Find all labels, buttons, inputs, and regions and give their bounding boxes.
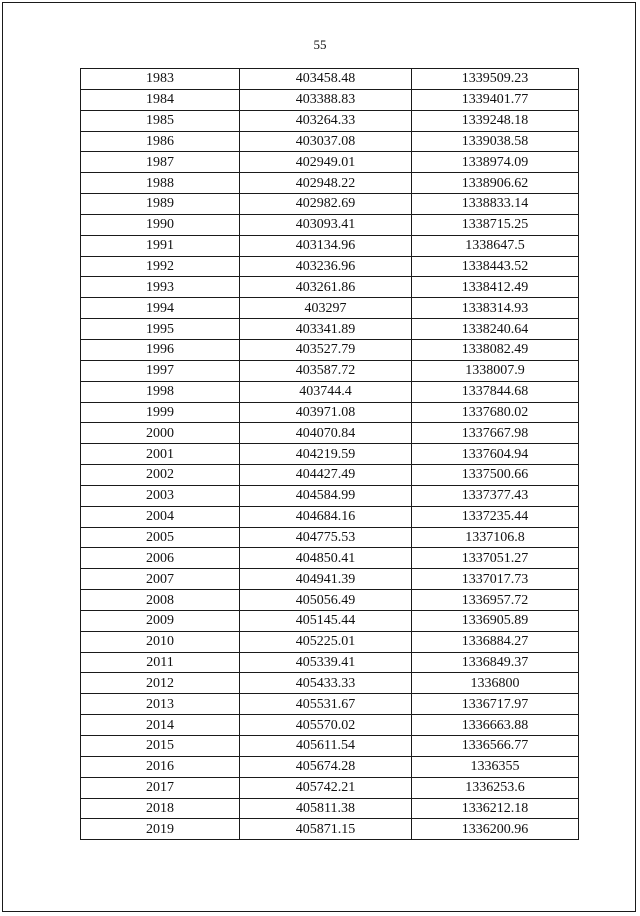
value-a-cell: 405570.02	[240, 715, 412, 736]
data-table	[80, 68, 579, 840]
table-row	[81, 360, 579, 381]
value-a-cell: 402949.01	[240, 152, 412, 173]
value-a-cell: 405871.15	[240, 819, 412, 840]
year-cell: 2001	[81, 444, 240, 465]
value-b-cell: 1339509.23	[412, 69, 579, 90]
table-row	[81, 381, 579, 402]
value-b-cell: 1336200.96	[412, 819, 579, 840]
value-a-cell: 403527.79	[240, 339, 412, 360]
year-cell: 2010	[81, 631, 240, 652]
year-cell: 2009	[81, 610, 240, 631]
value-a-cell: 405811.38	[240, 798, 412, 819]
table-row	[81, 110, 579, 131]
value-b-cell: 1336849.37	[412, 652, 579, 673]
value-a-cell: 404427.49	[240, 465, 412, 486]
value-a-cell: 403587.72	[240, 360, 412, 381]
value-b-cell: 1337017.73	[412, 569, 579, 590]
value-b-cell: 1336800	[412, 673, 579, 694]
value-a-cell: 405056.49	[240, 590, 412, 611]
value-a-cell: 402948.22	[240, 173, 412, 194]
value-a-cell: 404219.59	[240, 444, 412, 465]
table-row	[81, 131, 579, 152]
value-a-cell: 403458.48	[240, 69, 412, 90]
table-body	[81, 69, 579, 840]
value-b-cell: 1338833.14	[412, 194, 579, 215]
table-row	[81, 756, 579, 777]
value-a-cell: 404941.39	[240, 569, 412, 590]
table-row	[81, 298, 579, 319]
value-b-cell: 1339401.77	[412, 89, 579, 110]
value-b-cell: 1336253.6	[412, 777, 579, 798]
year-cell: 2004	[81, 506, 240, 527]
value-b-cell: 1337500.66	[412, 465, 579, 486]
value-a-cell: 403261.86	[240, 277, 412, 298]
value-b-cell: 1336566.77	[412, 736, 579, 757]
year-cell: 1989	[81, 194, 240, 215]
table-row	[81, 256, 579, 277]
year-cell: 2005	[81, 527, 240, 548]
value-b-cell: 1339248.18	[412, 110, 579, 131]
value-b-cell: 1337377.43	[412, 485, 579, 506]
value-b-cell: 1336957.72	[412, 590, 579, 611]
value-b-cell: 1336355	[412, 756, 579, 777]
value-a-cell: 405225.01	[240, 631, 412, 652]
table-row	[81, 694, 579, 715]
year-cell: 1991	[81, 235, 240, 256]
year-cell: 2019	[81, 819, 240, 840]
year-cell: 1994	[81, 298, 240, 319]
table-row	[81, 423, 579, 444]
value-a-cell: 405742.21	[240, 777, 412, 798]
value-b-cell: 1336717.97	[412, 694, 579, 715]
table-row	[81, 152, 579, 173]
year-cell: 1999	[81, 402, 240, 423]
value-a-cell: 403971.08	[240, 402, 412, 423]
year-cell: 1992	[81, 256, 240, 277]
year-cell: 1983	[81, 69, 240, 90]
value-a-cell: 403134.96	[240, 235, 412, 256]
year-cell: 2012	[81, 673, 240, 694]
table-row	[81, 444, 579, 465]
year-cell: 2013	[81, 694, 240, 715]
year-cell: 1997	[81, 360, 240, 381]
table-row	[81, 673, 579, 694]
value-b-cell: 1338240.64	[412, 319, 579, 340]
value-b-cell: 1338906.62	[412, 173, 579, 194]
year-cell: 1990	[81, 214, 240, 235]
table-row	[81, 214, 579, 235]
table-row	[81, 715, 579, 736]
table-row	[81, 89, 579, 110]
year-cell: 2017	[81, 777, 240, 798]
value-b-cell: 1336905.89	[412, 610, 579, 631]
value-a-cell: 403388.83	[240, 89, 412, 110]
table-row	[81, 485, 579, 506]
value-a-cell: 404775.53	[240, 527, 412, 548]
value-a-cell: 403037.08	[240, 131, 412, 152]
year-cell: 2015	[81, 736, 240, 757]
year-cell: 2018	[81, 798, 240, 819]
year-cell: 2016	[81, 756, 240, 777]
table-row	[81, 235, 579, 256]
value-a-cell: 404850.41	[240, 548, 412, 569]
value-a-cell: 405433.33	[240, 673, 412, 694]
year-cell: 2011	[81, 652, 240, 673]
value-b-cell: 1337106.8	[412, 527, 579, 548]
value-a-cell: 403744.4	[240, 381, 412, 402]
value-b-cell: 1337680.02	[412, 402, 579, 423]
year-cell: 1987	[81, 152, 240, 173]
value-b-cell: 1339038.58	[412, 131, 579, 152]
value-b-cell: 1338082.49	[412, 339, 579, 360]
value-b-cell: 1337051.27	[412, 548, 579, 569]
year-cell: 2007	[81, 569, 240, 590]
value-a-cell: 405674.28	[240, 756, 412, 777]
value-a-cell: 405531.67	[240, 694, 412, 715]
table-row	[81, 777, 579, 798]
table-row	[81, 631, 579, 652]
year-cell: 1996	[81, 339, 240, 360]
value-b-cell: 1337844.68	[412, 381, 579, 402]
year-cell: 1995	[81, 319, 240, 340]
value-a-cell: 405611.54	[240, 736, 412, 757]
year-cell: 1985	[81, 110, 240, 131]
value-a-cell: 405339.41	[240, 652, 412, 673]
value-b-cell: 1336884.27	[412, 631, 579, 652]
table-row	[81, 319, 579, 340]
value-b-cell: 1336663.88	[412, 715, 579, 736]
table-row	[81, 569, 579, 590]
year-cell: 2006	[81, 548, 240, 569]
value-a-cell: 404684.16	[240, 506, 412, 527]
value-a-cell: 404070.84	[240, 423, 412, 444]
table-row	[81, 465, 579, 486]
table-row	[81, 506, 579, 527]
page-number: 55	[313, 37, 327, 52]
value-a-cell: 404584.99	[240, 485, 412, 506]
table-row	[81, 798, 579, 819]
table-row	[81, 819, 579, 840]
table-row	[81, 736, 579, 757]
year-cell: 2003	[81, 485, 240, 506]
value-b-cell: 1338443.52	[412, 256, 579, 277]
year-cell: 1988	[81, 173, 240, 194]
year-cell: 1993	[81, 277, 240, 298]
value-b-cell: 1337604.94	[412, 444, 579, 465]
table-row	[81, 402, 579, 423]
year-cell: 2008	[81, 590, 240, 611]
value-b-cell: 1338314.93	[412, 298, 579, 319]
value-b-cell: 1337667.98	[412, 423, 579, 444]
value-a-cell: 405145.44	[240, 610, 412, 631]
table-row	[81, 527, 579, 548]
table-row	[81, 339, 579, 360]
table-row	[81, 590, 579, 611]
year-cell: 1998	[81, 381, 240, 402]
value-a-cell: 403264.33	[240, 110, 412, 131]
value-b-cell: 1338647.5	[412, 235, 579, 256]
table-row	[81, 194, 579, 215]
value-a-cell: 403297	[240, 298, 412, 319]
value-b-cell: 1338715.25	[412, 214, 579, 235]
year-cell: 2002	[81, 465, 240, 486]
value-b-cell: 1337235.44	[412, 506, 579, 527]
table-row	[81, 277, 579, 298]
year-cell: 1986	[81, 131, 240, 152]
year-cell: 1984	[81, 89, 240, 110]
value-b-cell: 1338974.09	[412, 152, 579, 173]
table-row	[81, 173, 579, 194]
year-cell: 2014	[81, 715, 240, 736]
table-row	[81, 548, 579, 569]
value-b-cell: 1338412.49	[412, 277, 579, 298]
value-b-cell: 1336212.18	[412, 798, 579, 819]
table-row	[81, 69, 579, 90]
table-row	[81, 652, 579, 673]
table-row	[81, 610, 579, 631]
year-cell: 2000	[81, 423, 240, 444]
value-b-cell: 1338007.9	[412, 360, 579, 381]
value-a-cell: 403341.89	[240, 319, 412, 340]
value-a-cell: 402982.69	[240, 194, 412, 215]
value-a-cell: 403093.41	[240, 214, 412, 235]
value-a-cell: 403236.96	[240, 256, 412, 277]
